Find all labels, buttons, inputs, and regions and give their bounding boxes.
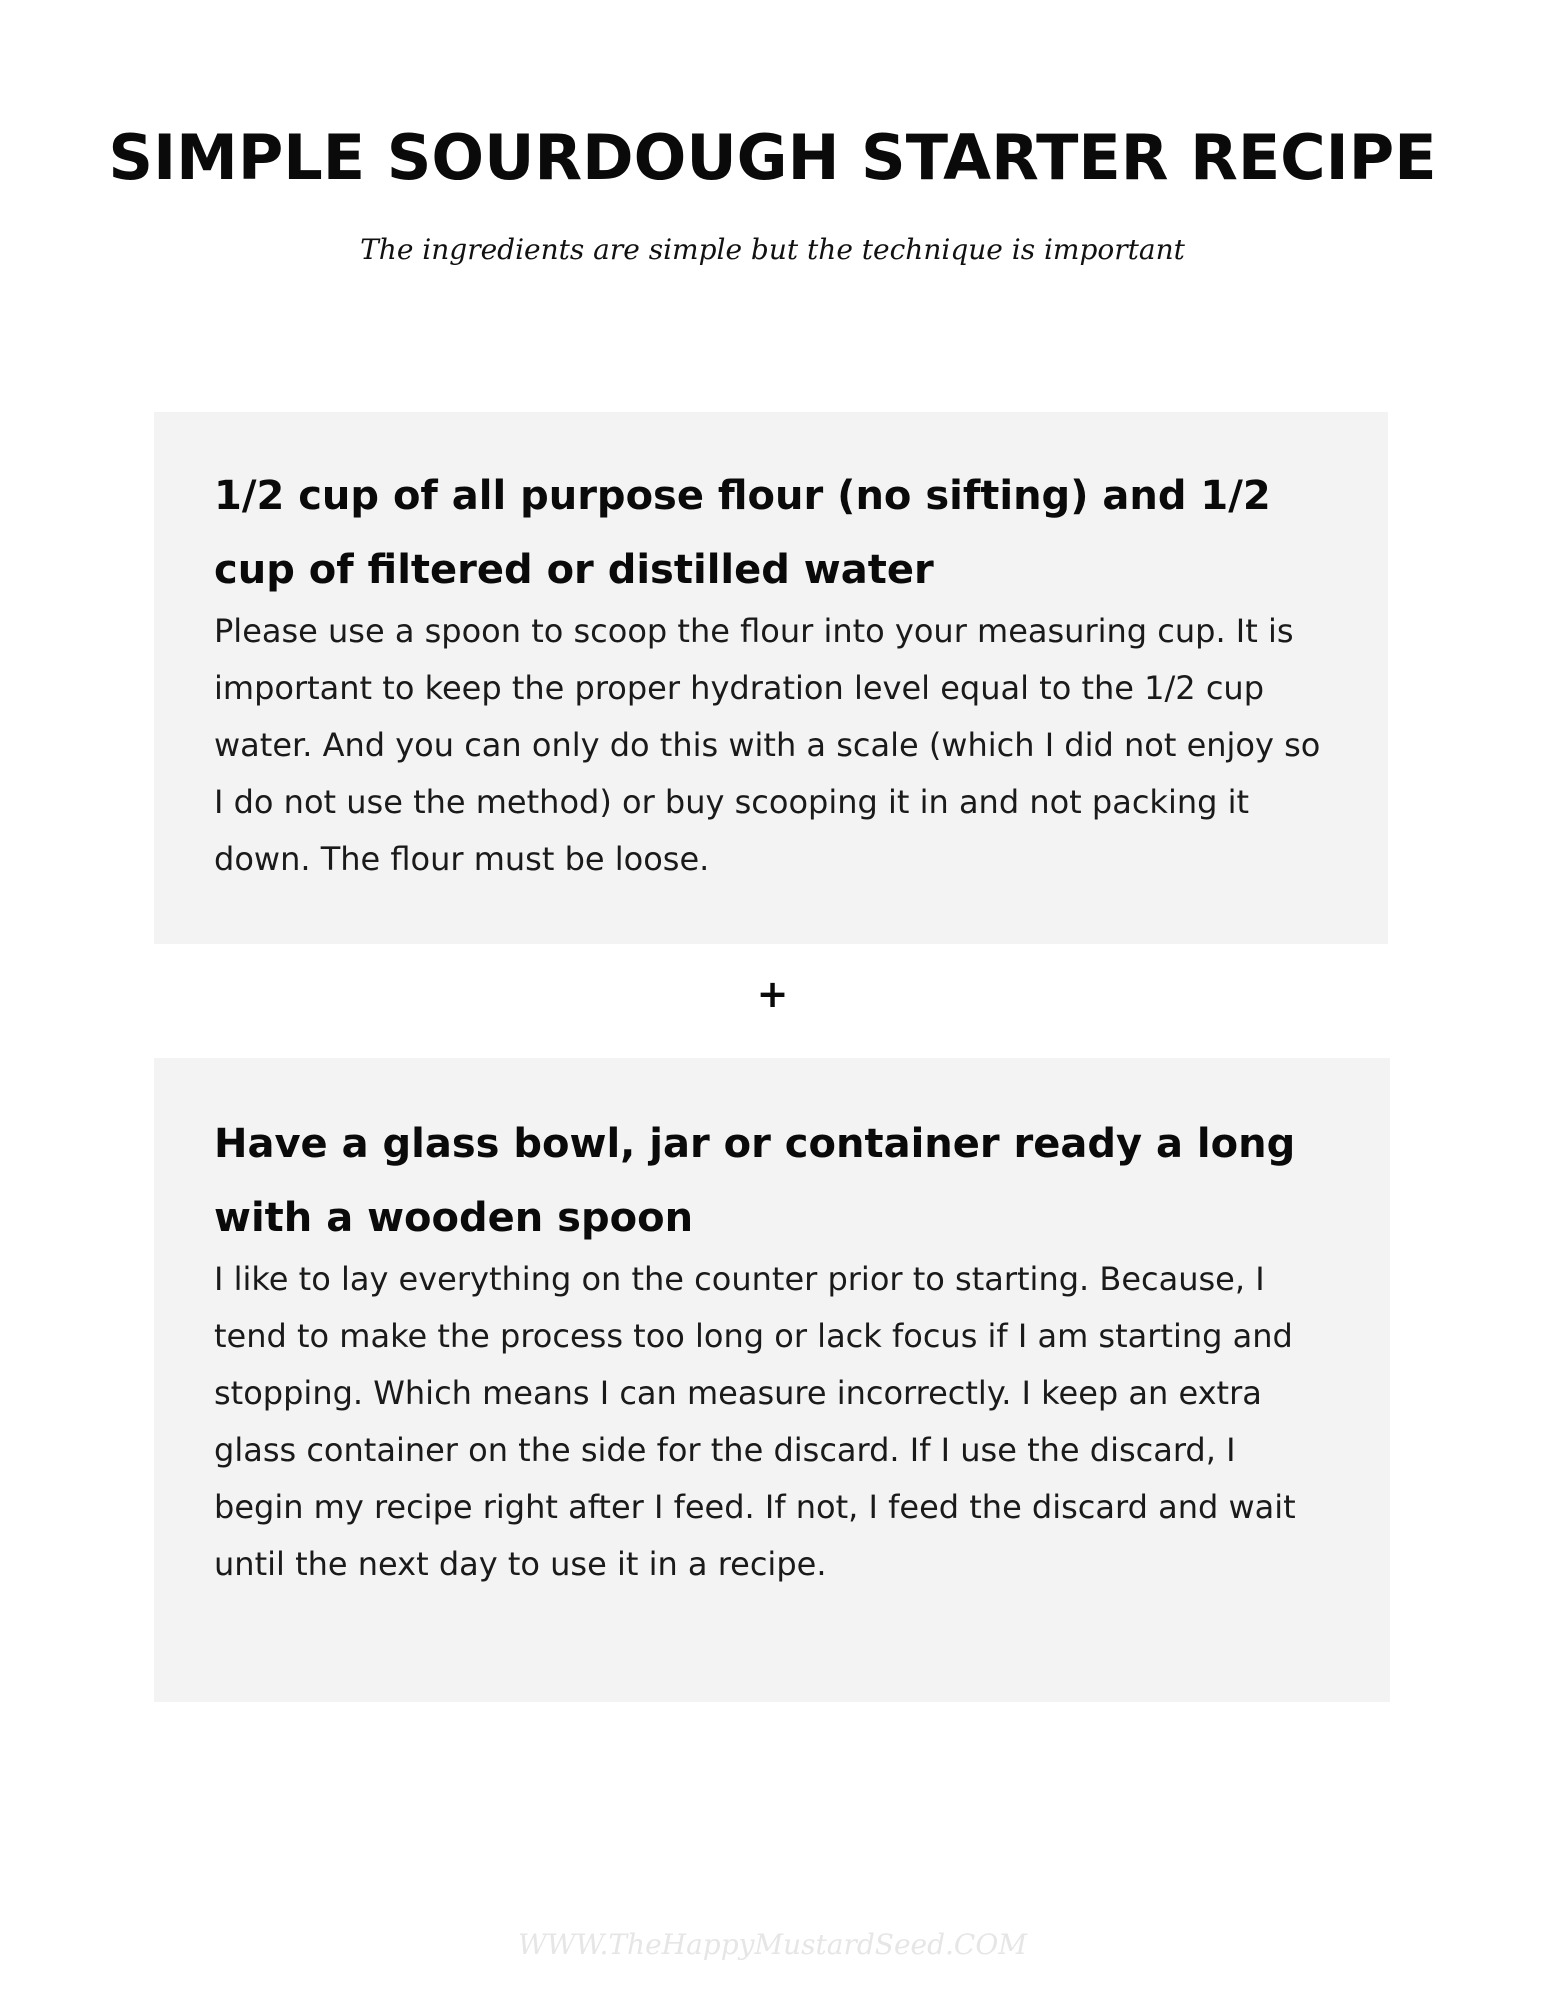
step-heading: Have a glass bowl, jar or container ready a long with a wooden spoon — [214, 1121, 1296, 1241]
step-card-flour-water — [154, 412, 1388, 944]
plus-separator: + — [756, 972, 789, 1016]
step-heading: 1/2 cup of all purpose flour (no sifting) and 1/2 cup of filtered or distilled water — [214, 473, 1271, 593]
page-title: SIMPLE SOURDOUGH STARTER RECIPE — [108, 121, 1437, 194]
step-body: Please use a spoon to scoop the flour into your measuring cup. It is important to keep the proper hydration level equal to the 1/2 cup water. And you can only do this with a scale (which I did not enjoy so I do not use the method) or buy scooping it in and not packing it down. The flour must be loose. — [214, 612, 1321, 878]
step-card-container-spoon — [154, 1058, 1390, 1702]
page-subtitle: The ingredients are simple but the technique is important — [360, 233, 1185, 266]
step-body: I like to lay everything on the counter prior to starting. Because, I tend to make the process too long or lack focus if I am starting and stopping. Which means I can measure incorrectly. I keep an extra glass container on the side for the discard. If I use the discard, I begin my recipe right after I feed. If not, I feed the discard and wait until the next day to use it in a recipe. — [214, 1260, 1296, 1583]
footer-website-url: WWW.TheHappyMustardSeed.COM — [518, 1928, 1027, 1961]
